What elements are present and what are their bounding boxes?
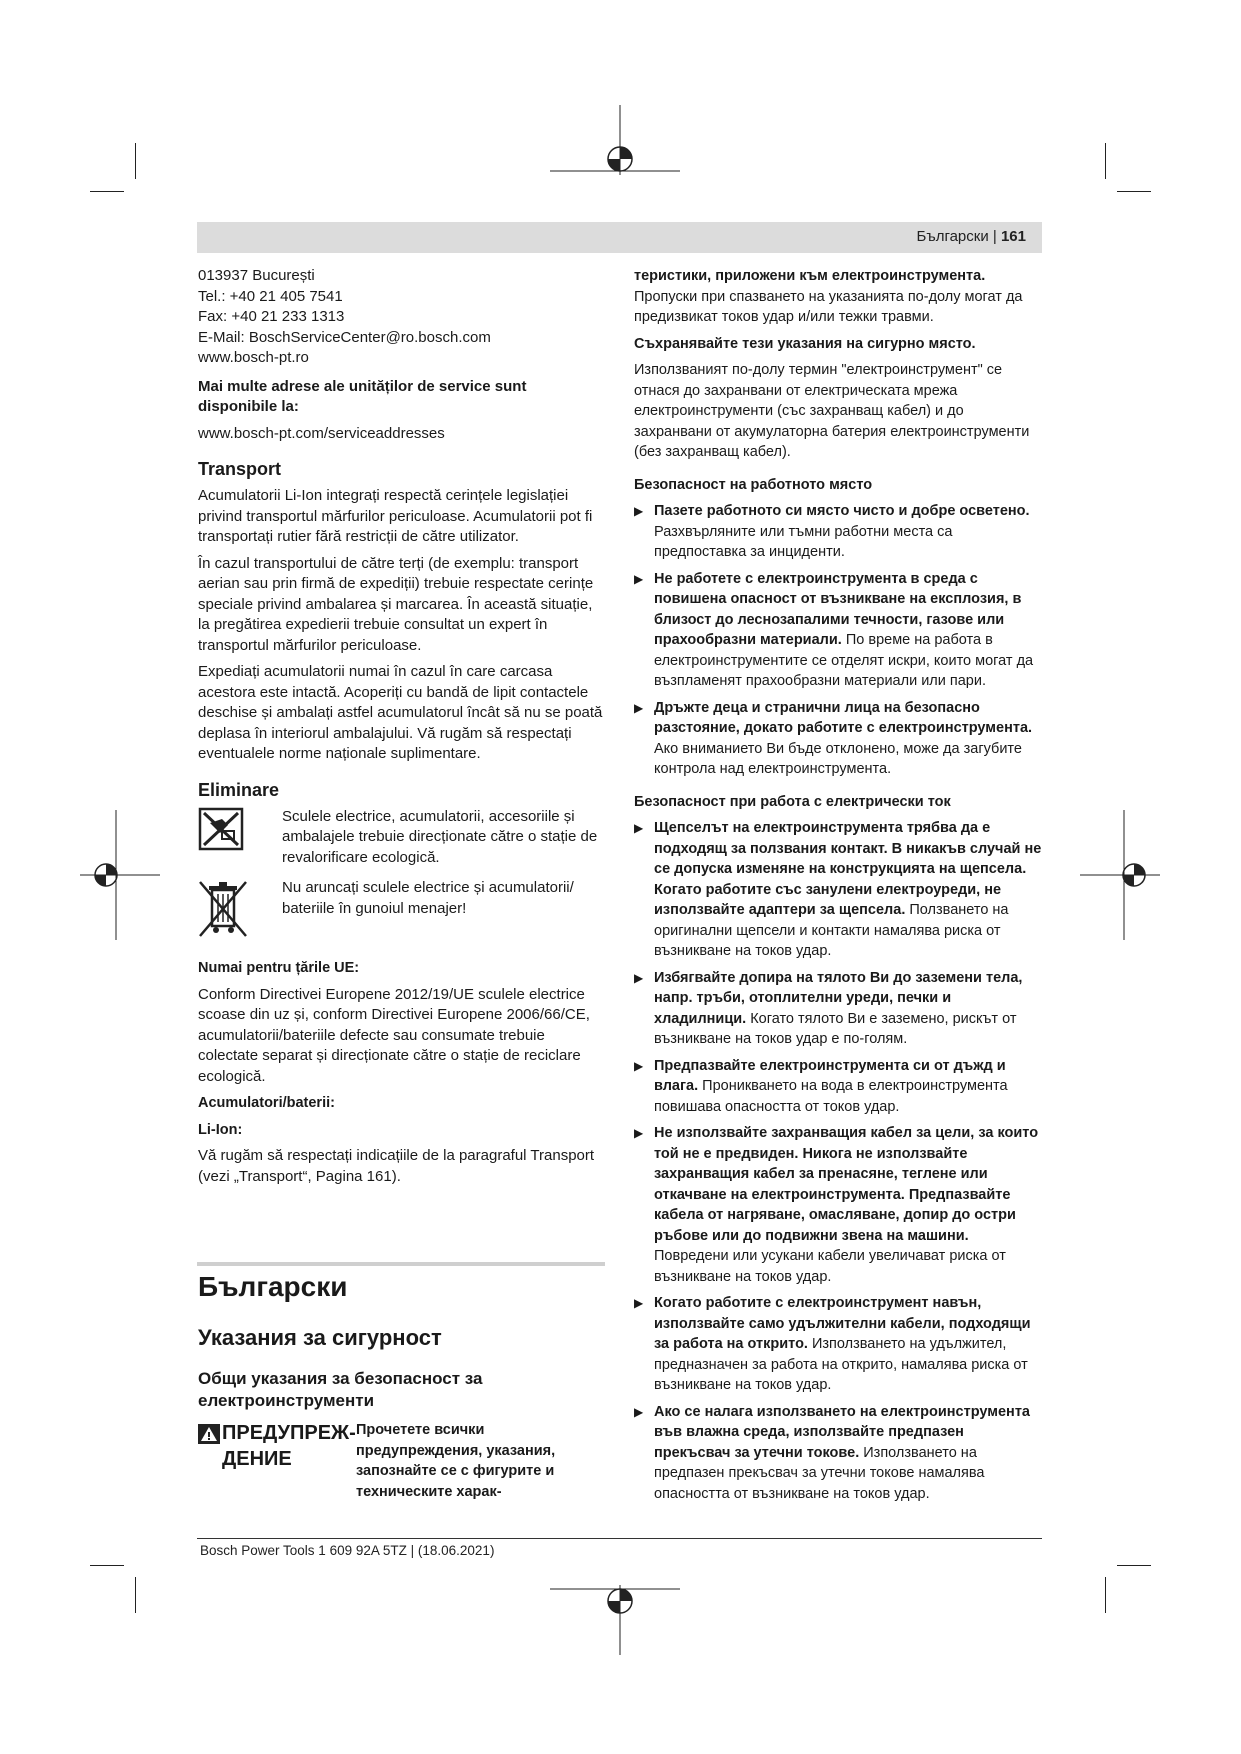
bg-general-title: Общи указания за безопасност за електроинструменти <box>198 1369 483 1410</box>
bullet-bold: Дръжте деца и странични лица на безопасно разстояние, докато работите с електроинструмента. <box>654 699 1033 736</box>
address-line: E-Mail: BoschServiceCenter@ro.bosch.com <box>198 328 491 346</box>
address-line: 013937 București <box>198 267 315 284</box>
bullet-text: Повредени или усукани кабели увеличават риска от възникване на токов удар. <box>654 1248 1006 1285</box>
bin-row <box>198 878 606 942</box>
bin-text: Nu aruncați sculele electrice și acumulatorii/ bateriile în gunoiul menajer! <box>282 879 574 917</box>
bullet-bold: Избягвайте допира на тялото Ви до заземени тела, напр. тръби, отоплителни уреди, печки и хладилници. <box>654 969 1023 1027</box>
list-item <box>634 1293 1042 1396</box>
more-addresses-url: www.bosch-pt.com/serviceaddresses <box>198 424 445 442</box>
footer-rule <box>197 1538 1042 1539</box>
page-header <box>197 222 1042 253</box>
bullet-bold: Не работете с електроинструмента в среда с повишена опасност от възникване на експлозия, в близост до леснозапалими течности, газове или прахообразни материали. <box>654 570 1022 648</box>
bullet-text: Ако вниманието Ви бъде отклонено, може да загубите контрола над електроинструмента. <box>654 740 1022 777</box>
warning-text: Прочетете всички предупреждения, указания, запознайте се с фигурите и техническите харак- <box>356 1422 556 1500</box>
list-item <box>634 1056 1042 1118</box>
list-item <box>634 501 1042 563</box>
bullet-text: Използването на предпазен прекъсвач за утечни токове намалява опасността от възникване на токов удар. <box>654 1444 985 1502</box>
address-line: www.bosch-pt.ro <box>198 349 309 366</box>
bullet-text: Използването на удължител, предназначен за работа на открито, намалява риска от възникване на токов удар. <box>654 1336 1028 1393</box>
term-text: Използваният по-долу термин "електроинструмент" се отнася до захранвани от електрическата мрежа електроинструменти (със захранващ кабел) и до захранвани от акумулаторна батерия електроинструменти (без захранващ кабел). <box>634 362 1030 460</box>
header-language: Български <box>916 228 989 245</box>
keep-heading: Съхранявайте тези указания на сигурно място. <box>634 335 976 352</box>
registration-mark-right <box>1080 810 1160 940</box>
bg-title: Български <box>198 1271 348 1302</box>
bullet-bold: Когато работите с електроинструмент навън, използвайте само удължителни кабели, подходящи за работа на открито. <box>654 1295 1031 1352</box>
recycle-text: Sculele electrice, acumulatorii, accesoriile și ambalajele trebuie direcționate către o stație de revalorificare ecologică. <box>282 807 598 866</box>
bg-section <box>198 1270 606 1502</box>
left-column <box>198 266 606 1193</box>
bullet-text: Ползването на оригинални щепсели и контакти намалява риска от възникване на токов удар. <box>654 902 1009 959</box>
crop-mark <box>1117 1565 1151 1566</box>
warning-block <box>198 1420 606 1502</box>
transport-paragraph: Acumulatorii Li-Ion integrați respectă cerințele legislației privind transportul mărfurilor periculoase. Acumulatorii pot fi transportați rutier fără restricții de către utilizator. <box>198 487 593 545</box>
recycle-row <box>198 807 606 869</box>
batteries-heading: Acumulatori/baterii: <box>198 1095 335 1111</box>
transport-paragraph: Expediați acumulatorii numai în cazul în care carcasa acestora este intactă. Acoperiți cu bandă de lipit contactele deschise și ambalați astfel acumulatorul încât să nu se poată deplasa în interiorul ambalajului. Vă rugăm să respectați eventualele norme naționale suplimentare. <box>198 663 603 762</box>
crop-mark <box>1105 1577 1106 1613</box>
bullet-text: Разхвърляните или тъмни работни места са предпоставка за инциденти. <box>654 523 953 560</box>
bullet-text: По време на работа в електроинструментите се отделят искри, които могат да възпламенят прахообразни материали или пари. <box>654 632 1034 689</box>
workplace-heading: Безопасност на работното място <box>634 476 873 493</box>
crop-mark <box>1117 191 1151 192</box>
bullet-bold: Пазете работното си място чисто и добре осветено. <box>654 503 1030 519</box>
header-separator: | <box>992 228 997 245</box>
transport-paragraph: În cazul transportului de către terți (de exemplu: transport aerian sau prin firmă de expediții) trebuie respectate cerințe speciale privind ambalarea și marcarea. În această situație, la pregătirea expedierii trebuie consultat un expert în transportul mărfurilor periculoase. <box>198 554 594 654</box>
crop-mark <box>135 143 136 179</box>
warning-label: ПРЕДУПРЕЖ-ДЕНИЕ <box>222 1422 356 1470</box>
crop-mark <box>90 191 124 192</box>
warning-triangle-icon <box>198 1424 220 1444</box>
page-number: 161 <box>1000 228 1026 245</box>
registration-mark-top <box>550 105 690 205</box>
electric-heading: Безопасност при работа с електрически ток <box>634 793 951 810</box>
eu-text: Conform Directivei Europene 2012/19/UE sculele electrice scoase din uz și, conform Directivei Europene 2006/66/CE, acumulatorii/bateriile defecte sau consumate trebuie colectate separat și direcționate către o stație de reciclare ecologică. <box>198 985 590 1085</box>
crop-mark <box>1105 143 1106 179</box>
recycle-tool-icon <box>198 807 256 855</box>
more-addresses-heading: Mai multe adrese ale unităților de service sunt disponibile la: <box>198 377 527 415</box>
registration-mark-left <box>80 810 160 940</box>
warning-label-box <box>198 1420 356 1502</box>
list-item <box>634 698 1042 780</box>
eliminare-heading: Eliminare <box>198 779 280 800</box>
page-header-text <box>916 228 1026 245</box>
eu-heading: Numai pentru țările UE: <box>198 960 360 976</box>
address-line: Tel.: +40 21 405 7541 <box>198 287 343 305</box>
crop-mark <box>90 1565 124 1566</box>
section-divider <box>197 1262 605 1266</box>
liion-text: Vă rugăm să respectați indicațiile de la paragraful Transport (vezi „Transport“, Pagina 161). <box>198 1147 595 1185</box>
bullet-bold: Ако се налага използването на електроинструмента във влажна среда, използвайте предпазен прекъсвач за утечни токове. <box>654 1403 1030 1461</box>
registration-mark-bottom <box>550 1555 690 1655</box>
transport-heading: Transport <box>198 459 282 479</box>
list-item <box>634 968 1042 1050</box>
intro-text: Пропуски при спазването на указанията по-долу могат да предизвикат токов удар и/или тежки травми. <box>634 288 1023 325</box>
bullet-text: Когато тялото Ви е заземено, рискът от възникване на токов удар е по-голям. <box>654 1010 1017 1047</box>
right-column <box>634 266 1042 1510</box>
list-item <box>634 1402 1042 1505</box>
intro-bold: теристики, приложени към електроинструмента. <box>634 268 986 284</box>
bullet-bold: Не използвайте захранващия кабел за цели, за които той не е предвиден. Никога не използвайте захранващия кабел за пренасяне, теглене или откачване на електроинструмента. Предпазвайте кабела от нагряване, омасляване, допир до остри ръбове или до подвижни звена на машини. <box>654 1125 1039 1244</box>
bg-safety-title: Указания за сигурност <box>198 1325 442 1350</box>
bullet-text: Проникването на вода в електроинструмента повишава опасността от токов удар. <box>654 1078 1008 1115</box>
list-item <box>634 1123 1042 1287</box>
crossed-bin-icon <box>198 878 256 942</box>
liion-heading: Li-Ion: <box>198 1121 243 1138</box>
intro-paragraph <box>634 266 1042 328</box>
address-line: Fax: +40 21 233 1313 <box>198 308 345 325</box>
page-footer: Bosch Power Tools 1 609 92A 5TZ | (18.06.2021) <box>200 1543 495 1558</box>
list-item <box>634 818 1042 962</box>
address-block <box>198 266 606 369</box>
bullet-bold: Щепселът на електроинструмента трябва да е подходящ за ползвания контакт. В никакъв случай не се допуска изменяне на конструкцията на щепсела. Когато работите със занулени електроуреди, не използвайте адаптери за щепсела. <box>654 820 1042 918</box>
crop-mark <box>135 1577 136 1613</box>
bullet-bold: Предпазвайте електроинструмента си от дъжд и влага. <box>654 1057 1006 1094</box>
list-item <box>634 569 1042 692</box>
